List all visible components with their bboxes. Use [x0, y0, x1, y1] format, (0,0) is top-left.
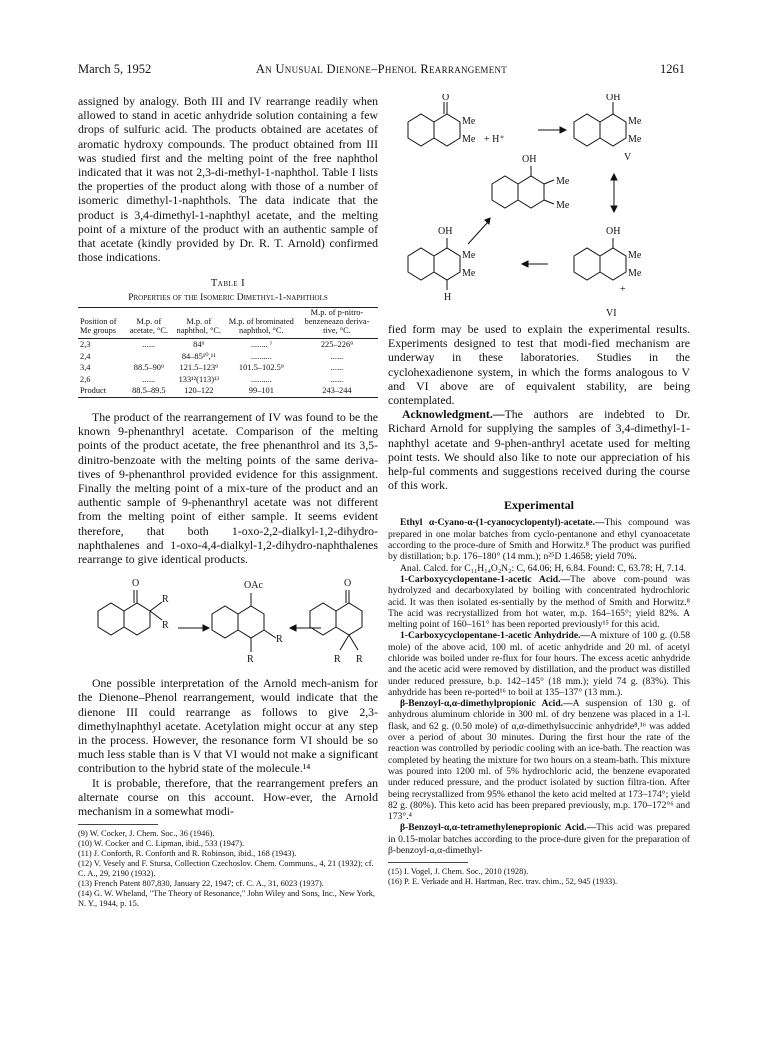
footnote: (12) V. Vesely and F. Stursa, Collection Czechoslov. Chem. Communs., 4, 21 (1932); cf. C. A., 29, 2190 (1932). — [78, 859, 374, 879]
table-cell: .......... — [250, 374, 272, 384]
table-cell: ...... — [330, 374, 344, 384]
compound-title: 1-Carboxycyclopentane-1-acetic Acid.— — [400, 573, 571, 585]
footnote: (14) G. W. Wheland, "The Theory of Resonance," John Wiley and Sons, Inc., New York, N. Y., 1944, p. 15. — [78, 889, 376, 909]
table-cell: 101.5–102.5⁹ — [238, 363, 284, 373]
scheme-label-me: Me — [628, 268, 642, 279]
section-heading-experimental: Experimental — [504, 498, 574, 513]
table-cell: ...... — [330, 351, 344, 361]
scheme-label-plus: + — [620, 284, 626, 295]
table-row — [78, 374, 378, 386]
footnote: (9) W. Cocker, J. Chem. Soc., 36 (1946). — [78, 829, 215, 839]
acknowledgment-text: The authors are indebted to Dr. Richard Arnold for supplying the samples of 3,4-dimethyl-1-naphthyl acetate and 9-phen-anthryl acetate used for melting point tests. We should also like to note our appreciation of his help-ful comments and suggestions received during the course of this work. — [388, 407, 690, 493]
scheme-label-vi: VI — [606, 308, 617, 319]
experimental-text: A mixture of 100 g. (0.58 mole) of the above acid, 100 ml. of acetic anhydride and 20 ml. of acetyl chloride was boiled under re-flux for four hours. The excess acetic anhydride and the acetic acid were removed by distillation, and the product was distilled under reduced pressure, b.p. 142–145° (18 mm.); yield 74 g. (83%). This anhydride has been re-ported¹⁶ to boil at 135–137° (13 mm.). — [388, 630, 690, 698]
table-cell: 84–85¹⁰,¹¹ — [181, 351, 216, 361]
table-row — [78, 362, 378, 374]
scheme-label-oh: OH — [438, 226, 453, 237]
paragraph-acknowledgment — [388, 407, 690, 492]
experimental-text: This acid was prepared in 0.15-molar batches according to the proce-dure given for the preparation of β-benzoyl-α,α-dimethyl- — [388, 822, 690, 857]
table-header-cell: M.p. of brominated naphthol, °C. — [227, 308, 296, 339]
scheme-label-me: Me — [462, 268, 476, 279]
scheme-label-me: Me — [462, 116, 476, 127]
compound-title: β-Benzoyl-α,α-tetramethylenepropionic Acid.— — [400, 822, 597, 834]
footnote: (11) J. Conforth, R. Conforth and R. Robinson, ibid., 168 (1943). — [78, 849, 297, 859]
paragraph-alternate-course: It is probable, therefore, that the rearrangement prefers an alternate course on this account. How-ever, the Arnold mechanism in a somewhat modi- — [78, 775, 378, 818]
footnote: (16) P. E. Verkade and H. Hartman, Rec. trav. chim., 52, 945 (1933). — [388, 877, 618, 887]
scheme-label-oh: OH — [522, 154, 537, 165]
table-cell: 2,6 — [80, 374, 91, 384]
experimental-text: This compound was prepared in one molar batches from cyclo-pentanone and ethyl cyanoacetate according to the proce-dure of Smith and Horwitz.⁸ The product was purified by distillation; b.p. 176–180° (14 mm.); n²⁵D 1.4658; yield 70%. — [388, 517, 690, 563]
experimental-paragraph — [388, 698, 690, 822]
table-header-cell: M.p. of acetate, °C. — [127, 308, 171, 339]
scheme-label-me: Me — [462, 134, 476, 145]
compound-title: 1-Carboxycyclopentane-1-acetic Anhydride.— — [400, 630, 591, 642]
experimental-text: A suspension of 130 g. of anhydrous aluminum chloride in 300 ml. of dry benzene was placed in a 1-l. flask, and 62 g. (0.50 mole) of α,α-dimethylsuccinic anhydride⁸,¹⁶ was added over a period of about 30 minutes. During the first hour the rate of the reaction was controlled by periodic cooling with an ice-bath. The reaction was completed by heating the mixture for two hours on a steam-bath. This mixture was poured into 1200 ml. of 5% hydrochloric acid, the benzene evaporated under reduced pressure, and the product isolated by suction filtra-tion. After being recrystallized from 95% ethanol the keto acid melted at 173–174°; yield 82 g. (80%). This keto acid has been prepared previously, m.p. 170–172°⁶ and 173°.⁴ — [388, 698, 690, 823]
table-header-cell: Position of Me groups — [78, 308, 127, 339]
scheme-label-oh: OH — [606, 226, 621, 237]
experimental-paragraph — [388, 630, 690, 698]
table-row — [78, 339, 378, 351]
table-header-cell: M.p. of p-nitro-benzeneazo deriva-tive, °C. — [296, 308, 378, 339]
scheme-label-h: H — [444, 292, 452, 303]
table-cell: ...... — [330, 363, 344, 373]
scheme-label-o: O — [344, 578, 352, 590]
experimental-paragraph — [388, 822, 690, 856]
scheme-label-r: R — [162, 594, 169, 606]
table-cell: ........ ⁾ — [250, 340, 272, 350]
table-cell — [127, 351, 171, 363]
experimental-text: Anal. Calcd. for C₁₁H₁₄O₂N₂: C, 64.06; H, 6.84. Found: C, 63.78; H, 7.14. — [400, 562, 687, 574]
experimental-paragraph — [388, 517, 690, 562]
table-header-cell: M.p. of naphthol, °C. — [171, 308, 227, 339]
table-header-row — [78, 308, 378, 339]
right-column — [388, 94, 690, 887]
scheme-label-o: O — [442, 94, 450, 103]
scheme-label-r: R — [334, 654, 341, 666]
table-cell: 133¹²(113)¹³ — [178, 374, 220, 384]
left-column — [78, 94, 378, 909]
scheme-label-me: Me — [462, 250, 476, 261]
table-cell: 2,4 — [80, 351, 91, 361]
scheme-label-me: Me — [628, 116, 642, 127]
table-cell: 225–226⁹ — [320, 340, 354, 350]
table-subtitle: Properties of the Isomeric Dimethyl-1-naphthols — [128, 293, 328, 304]
table-row — [78, 385, 378, 397]
scheme-label-plus-h: + H⁺ — [484, 134, 505, 145]
table-title: Table I — [210, 278, 246, 290]
table-cell: ...... — [142, 340, 156, 350]
scheme-label-oac: OAc — [244, 580, 263, 592]
footnote-rule — [78, 824, 158, 825]
acknowledgment-label: Acknowledgment.— — [402, 407, 505, 422]
scheme-label-r: R — [247, 654, 254, 666]
scheme-label-me: Me — [628, 250, 642, 261]
scheme-label-r: R — [276, 634, 283, 646]
rearrangement-scheme-figure — [78, 566, 378, 676]
scheme-label-oh: OH — [606, 94, 621, 103]
table-cell: 3,4 — [80, 363, 91, 373]
table-cell: 121.5–123⁹ — [179, 363, 219, 373]
table-cell: 88.5–89.5 — [127, 385, 171, 397]
scheme-label-v: V — [624, 152, 632, 163]
scheme-label-r: R — [162, 620, 169, 632]
arnold-mechanism-scheme-figure — [388, 94, 690, 322]
experimental-text: The above com-pound was hydrolyzed and decarboxylated by boiling with concentrated hydrochloric acid. It was then isolated es-sentially by the method of Smith and Horwitz.⁸ The acid was recrystallized from hot water, m.p. 164–165°; yield 82%. A melting point of 160–161° has been reported previously¹⁵ for this acid. — [388, 573, 690, 631]
header-title: An Unusual Dienone–Phenol Rearrangement — [255, 62, 508, 76]
naphthol-properties-table — [78, 307, 378, 398]
paragraph-phenanthryl: The product of the rearrangement of IV was found to be the known 9-phenanthryl acetate. Comparison of the melting points of the product acetate, the free phenanthrol and its 3,5-dinitro-benzoate with the melting points of the same deriva-tives of 9-phenanthrol provided evidence for this assignment. Finally the melting point of a mix-ture of the product and an authentic sample of 9-phenanthryl acetate was not different from the melting point of either sample. It seems evident therefore, that both 1-oxo-2,2-dialkyl-1,2-dihydro-naphthalenes and 1-oxo-4,4-dialkyl-1,2-dihydro-naphthalenes rearrange to give identical products. — [78, 409, 378, 566]
paragraph-arnold-mechanism: One possible interpretation of the Arnold mech-anism for the Dienone–Phenol rearrangement, would indicate that the dienone III could rearrange as follows to give 2,3-dimethylnaphthyl acetate. Acetylation might occur at any step in the process. However, the resonance form VI should be so much less stable than is V that VI would not make a significant contribution to the hybrid state of the molecule.¹⁴ — [78, 676, 378, 776]
scheme-label-me: Me — [556, 200, 570, 211]
header-page-number: 1261 — [660, 62, 685, 76]
table-cell: 84⁹ — [193, 340, 205, 350]
paragraph-assignment: assigned by analogy. Both III and IV rearrange readily when allowed to stand in acetic anhydride solution containing a few drops of sulfuric acid. The products obtained are acetates of aromatic hydroxy compounds. The product obtained from III was studied first and the melting point of the free naphthol indicated that it was not 2,3-di-methyl-1-naphthol. Table I lists the properties of the product along with those of a number of isomeric dimethyl-1-naphthols. The data indicate that the product is 3,4-dimethyl-1-naphthyl acetate, and the melting point of a mixture of the product with an authentic sample of that acetate (kindly provided by Dr. R. T. Arnold) confirmed those indications. — [78, 94, 378, 265]
experimental-paragraph — [388, 574, 690, 630]
compound-title: β-Benzoyl-α,α-dimethylpropionic Acid.— — [400, 698, 573, 710]
table-cell: ...... — [142, 374, 156, 384]
table-cell: .......... — [250, 351, 272, 361]
table-cell: Product — [78, 385, 127, 397]
table-cell: 2,3 — [80, 340, 91, 350]
table-cell: 88.5–90⁹ — [133, 363, 164, 373]
footnote-rule — [388, 862, 468, 863]
footnote: (10) W. Cocker and C. Lipman, ibid., 533 (1947). — [78, 839, 245, 849]
paragraph-modified-form: fied form may be used to explain the experimental results. Experiments designed to test that modi-fied mechanism are underway in these laboratories. Studies in the cyclohexadienone system, in which the forms analogous to V and VI above are of equivalent stability, are being contemplated. — [388, 322, 690, 408]
header-date: March 5, 1952 — [78, 62, 152, 76]
table-cell: 120–122 — [171, 385, 227, 397]
scheme-label-o: O — [132, 578, 140, 590]
table-cell: 243–244 — [296, 385, 378, 397]
table-row — [78, 351, 378, 363]
experimental-paragraph — [388, 563, 690, 574]
table-cell: 99–101 — [227, 385, 296, 397]
footnote: (15) I. Vogel, J. Chem. Soc., 2010 (1928). — [388, 867, 529, 877]
scheme-label-r: R — [356, 654, 363, 666]
compound-title: Ethyl α-Cyano-α-(1-cyanocyclopentyl)-acetate.— — [400, 517, 605, 529]
footnote: (13) French Patent 807,830, January 22, 1947; cf. C. A., 31, 6023 (1937). — [78, 879, 324, 889]
scheme-label-me: Me — [556, 176, 570, 187]
scheme-label-me: Me — [628, 134, 642, 145]
